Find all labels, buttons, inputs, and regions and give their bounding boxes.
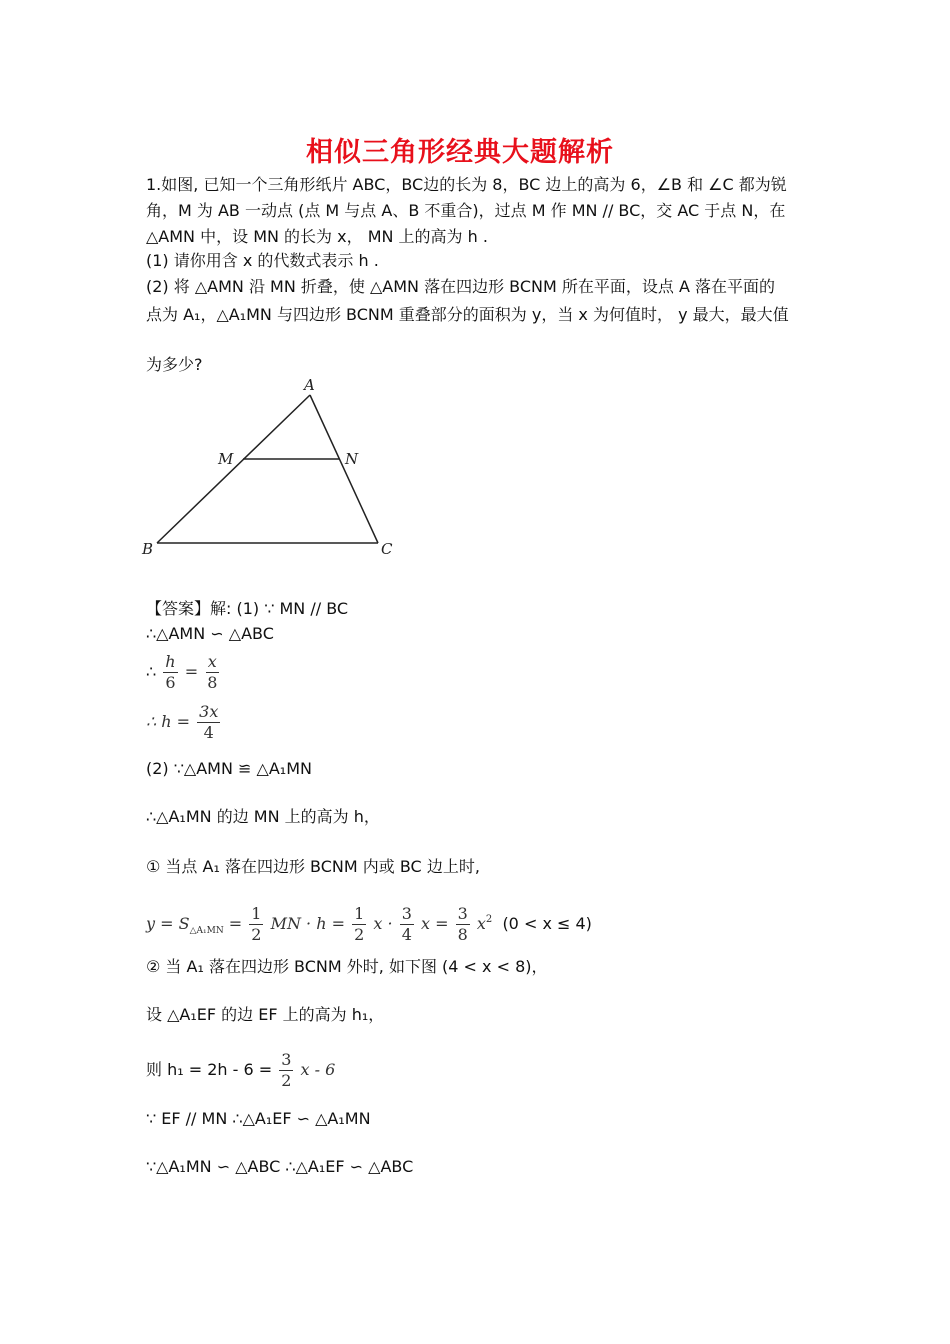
y-equals-s: y = S [146, 914, 190, 933]
question-2-line-1: (2) 将 △AMN 沿 MN 折叠，使 △AMN 落在四边形 BCNM 所在平面，设点 A 落在平面的 [146, 277, 776, 296]
numerator: 1 [251, 904, 262, 923]
denominator: 2 [281, 1071, 292, 1090]
x-times: x · [373, 914, 393, 933]
numerator: x [207, 652, 217, 671]
h1-equation-lhs: 则 h₁ = 2h - 6 = [146, 1060, 273, 1079]
problem-line-2: 角，M 为 AB 一动点 (点 M 与点 A、B 不重合)，过点 M 作 MN // BC，交 AC 于点 N，在 [146, 201, 786, 220]
answer-line-10: 设 △A₁EF 的边 EF 上的高为 h₁， [146, 1005, 385, 1024]
answer-line-4 [146, 700, 222, 744]
label-b: B [142, 540, 154, 558]
fraction-3-over-4 [400, 904, 414, 945]
equals-sign: = [228, 914, 243, 933]
answer-line-5: (2) ∵△AMN ≌ △A₁MN [146, 759, 312, 778]
numerator: 3 [401, 904, 412, 923]
h-equation-lhs: ∴ h = [146, 712, 191, 731]
denominator: 2 [251, 925, 262, 944]
equals-sign: = [184, 662, 199, 681]
page-title: 相似三角形经典大题解析 [306, 137, 614, 168]
label-m: M [218, 450, 234, 468]
answer-line-7: ① 当点 A₁ 落在四边形 BCNM 内或 BC 边上时, [146, 857, 480, 876]
answer-line-11 [146, 1046, 335, 1094]
answer-line-6: ∴△A₁MN 的边 MN 上的高为 h， [146, 807, 380, 826]
label-c: C [381, 540, 393, 558]
fraction-3x-over-4 [197, 702, 220, 743]
answer-line-13: ∵△A₁MN ∽ △ABC ∴△A₁EF ∽ △ABC [146, 1157, 414, 1176]
denominator: 8 [457, 925, 468, 944]
domain-range: (0 < x ≤ 4) [502, 914, 592, 933]
fraction-1-over-2 [352, 904, 366, 945]
question-2-line-3: 为多少? [146, 355, 203, 374]
fraction-3-over-2 [279, 1050, 293, 1091]
triangle-figure [130, 370, 410, 570]
denominator: 4 [203, 723, 214, 742]
numerator: 3x [199, 702, 219, 721]
side-ab [157, 395, 310, 543]
answer-line-12: ∵ EF // MN ∴△A₁EF ∽ △A₁MN [146, 1109, 371, 1128]
therefore-symbol: ∴ [146, 662, 157, 681]
label-n: N [345, 450, 359, 468]
x-equals: x = [420, 914, 449, 933]
numerator: h [165, 652, 176, 671]
numerator: 3 [281, 1050, 292, 1069]
mn-times-h: MN · h = [270, 914, 346, 933]
numerator: 1 [354, 904, 365, 923]
answer-line-8 [146, 896, 592, 955]
answer-line-9: ② 当 A₁ 落在四边形 BCNM 外时, 如下图 (4 < x < 8)， [146, 957, 548, 976]
denominator: 8 [207, 673, 218, 692]
denominator: 2 [354, 925, 365, 944]
answer-line-3 [146, 650, 221, 694]
side-ac [310, 395, 378, 543]
answer-line-2: ∴△AMN ∽ △ABC [146, 624, 274, 643]
fraction-1-over-2 [249, 904, 263, 945]
area-subscript: △A₁MN [189, 926, 224, 936]
h1-equation-rhs: x - 6 [300, 1060, 336, 1079]
question-1: (1) 请你用含 x 的代数式表示 h . [146, 251, 379, 270]
problem-line-3: △AMN 中，设 MN 的长为 x， MN 上的高为 h . [146, 227, 488, 246]
x-squared: x [476, 914, 486, 933]
answer-line-1: 【答案】解: (1) ∵ MN // BC [146, 599, 349, 618]
fraction-3-over-8 [456, 904, 470, 945]
label-a: A [304, 376, 315, 394]
fraction-h-over-6 [163, 652, 177, 693]
exponent: 2 [485, 914, 493, 925]
fraction-x-over-8 [205, 652, 219, 693]
question-2-line-2: 点为 A₁，△A₁MN 与四边形 BCNM 重叠部分的面积为 y，当 x 为何值时， y 最大，最大值 [146, 305, 789, 324]
problem-line-1: 1.如图, 已知一个三角形纸片 ABC，BC边的长为 8，BC 边上的高为 6，∠B 和 ∠C 都为锐 [146, 175, 787, 194]
denominator: 4 [401, 925, 412, 944]
denominator: 6 [165, 673, 176, 692]
numerator: 3 [457, 904, 468, 923]
